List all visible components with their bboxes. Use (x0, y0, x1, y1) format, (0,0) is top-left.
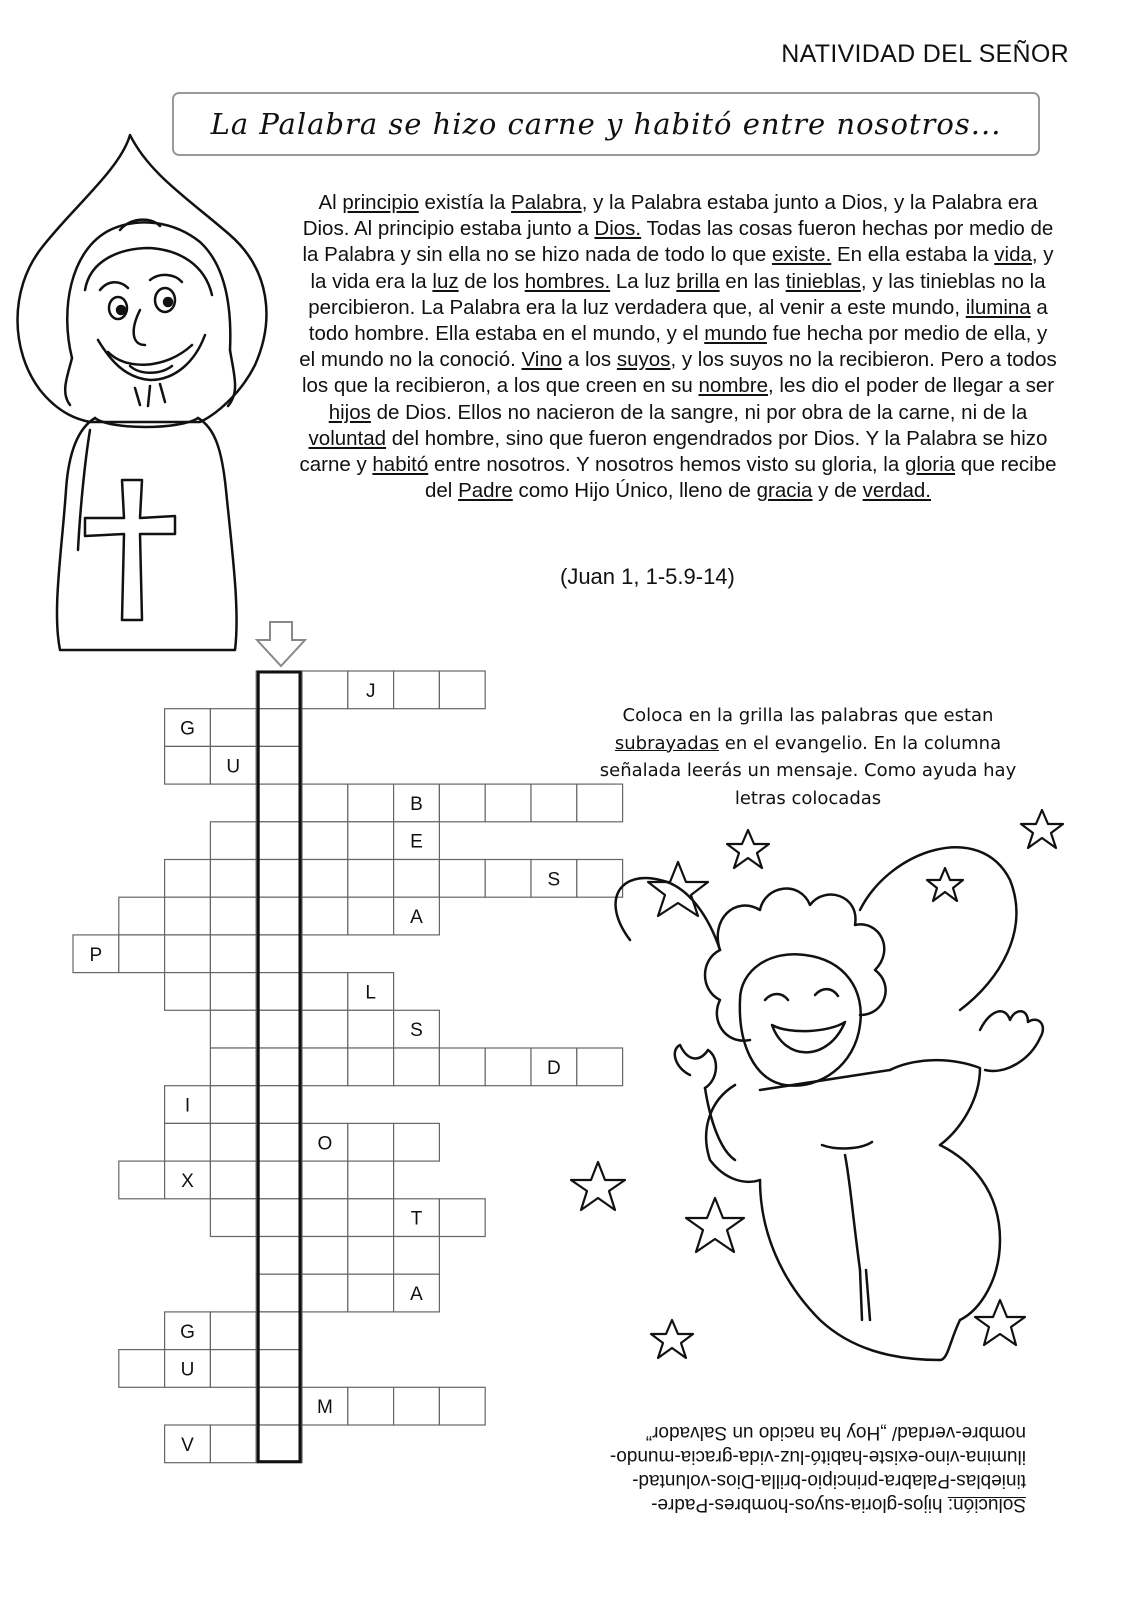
crossword-cell[interactable] (348, 822, 394, 860)
cell-letter: M (316, 1397, 333, 1419)
crossword-cell[interactable] (348, 1199, 394, 1237)
gospel-citation: (Juan 1, 1-5.9-14) (560, 564, 735, 589)
underlined-word: nombre (698, 374, 769, 398)
gospel-text: , y la Palabra estaba junto a Dios, y la Palabra era Dios. Al principio estaba junto a (302, 191, 1038, 241)
crossword-cell[interactable] (256, 860, 302, 898)
crossword-cell[interactable] (210, 1425, 256, 1463)
page-title: NATIVIDAD DEL SEÑOR (781, 40, 1069, 68)
crossword-cell[interactable] (165, 746, 211, 784)
cell-letter: A (410, 1284, 423, 1306)
crossword-cell[interactable] (256, 1010, 302, 1048)
cell-letter: P (89, 944, 103, 966)
crossword-cell[interactable] (394, 860, 440, 898)
crossword-cell[interactable] (394, 1237, 440, 1275)
crossword-cell[interactable] (348, 897, 394, 935)
gospel-text: fue hecha por medio de ella, y el mundo no la conoció. (299, 322, 1048, 372)
crossword-cell[interactable] (302, 671, 348, 709)
cell-letter: S (547, 869, 561, 891)
underlined-word: ilumina (965, 295, 1031, 319)
underlined-word: luz (432, 269, 459, 293)
underlined-word: gracia (756, 479, 813, 503)
crossword-cell[interactable] (302, 1161, 348, 1199)
crossword-cell[interactable] (210, 709, 256, 747)
crossword-cell[interactable] (302, 784, 348, 822)
crossword-cell[interactable] (394, 671, 440, 709)
gospel-text: y de (812, 479, 863, 503)
gospel-text: , les dio el poder de llegar a ser (768, 374, 1055, 398)
crossword-cell[interactable] (256, 1123, 302, 1161)
crossword-cell[interactable] (348, 860, 394, 898)
crossword-cell[interactable] (394, 1387, 440, 1425)
crossword-cell[interactable] (210, 1048, 256, 1086)
cell-letter: B (410, 793, 423, 815)
crossword-cell[interactable] (210, 935, 256, 973)
crossword-cell[interactable] (256, 1048, 302, 1086)
underlined-word: Dios. (594, 217, 642, 241)
cell-letter: T (410, 1208, 423, 1230)
crossword-cell[interactable] (165, 935, 211, 973)
crossword-cell[interactable] (210, 822, 256, 860)
crossword-cell[interactable] (165, 1123, 211, 1161)
crossword-cell[interactable] (302, 973, 348, 1011)
crossword-cell[interactable] (348, 1387, 394, 1425)
crossword-cell[interactable] (256, 935, 302, 973)
crossword-cell[interactable] (165, 973, 211, 1011)
gospel-text: entre nosotros. Y nosotros hemos visto su gloria, la (428, 453, 905, 477)
gospel-text: En ella estaba la (831, 243, 995, 267)
gospel-text: Al (318, 191, 343, 214)
crossword-cell[interactable] (210, 1312, 256, 1350)
crossword-cell[interactable] (210, 1350, 256, 1388)
gospel-text: como Hijo Único, lleno de (512, 479, 757, 503)
crossword-cell[interactable] (439, 671, 485, 709)
underlined-word: tinieblas (785, 269, 861, 293)
gospel-text: en las (719, 269, 786, 293)
crossword-cell[interactable] (119, 1350, 165, 1388)
crossword-cell[interactable] (348, 1123, 394, 1161)
underlined-word: hombres. (524, 269, 611, 293)
crossword-cell[interactable] (485, 1048, 531, 1086)
instructions-text-end: en el evangelio. En la columna señalada leerás un mensaje. Como ayuda hay letras colocadas (599, 732, 1017, 809)
crossword-cell[interactable] (256, 709, 302, 747)
crossword-cell[interactable] (348, 784, 394, 822)
underlined-word: verdad. (862, 479, 931, 503)
solution-answers: hijos-gloria-suyos-hombres-Padre-tinieblas-Palabra-principio-brilla-Dios-voluntad-ilumina-vino-existe-habitó-luz-vida-gracia-mundo-nombre-verdad/ „Hoy ha nacido un Salvador” (609, 1422, 1026, 1515)
underlined-word: gloria (904, 453, 956, 477)
cell-letter: D (547, 1057, 561, 1079)
crossword-cell[interactable] (256, 822, 302, 860)
crossword-cell[interactable] (210, 1086, 256, 1124)
crossword-cell[interactable] (348, 1010, 394, 1048)
cell-letter: X (181, 1170, 194, 1192)
crossword-cell[interactable] (394, 1048, 440, 1086)
crossword-cell[interactable] (256, 784, 302, 822)
crossword-cell[interactable] (302, 822, 348, 860)
gospel-text: Todas las cosas fueron hechas por medio de la Palabra y sin ella no se hizo nada de todo lo que (302, 217, 1054, 267)
cell-letter: E (410, 831, 423, 853)
gospel-text: que recibe del (425, 453, 1057, 503)
underlined-word: suyos (616, 348, 671, 372)
crossword-cell[interactable] (485, 784, 531, 822)
underlined-word: existe. (772, 243, 832, 267)
column-arrow-icon (257, 622, 305, 666)
motto-text: La Palabra se hizo carne y habitó entre nosotros... (210, 107, 1002, 141)
crossword-cell[interactable] (210, 1010, 256, 1048)
underlined-word: Palabra (511, 191, 582, 214)
crossword-cell[interactable] (256, 1199, 302, 1237)
crossword-cell[interactable] (302, 1010, 348, 1048)
cell-letter: G (180, 718, 195, 740)
cell-letter: A (410, 907, 423, 929)
crossword-cell[interactable] (439, 1199, 485, 1237)
crossword-cell[interactable] (119, 935, 165, 973)
gospel-text: de los (458, 269, 525, 293)
gospel-text: existía la (418, 191, 512, 214)
crossword-cell[interactable] (348, 1161, 394, 1199)
crossword-cell[interactable] (348, 1048, 394, 1086)
cell-letter: S (410, 1020, 423, 1042)
crossword-cell[interactable] (256, 897, 302, 935)
crossword-cell[interactable] (302, 1274, 348, 1312)
crossword-cell[interactable] (439, 1048, 485, 1086)
crossword-cell[interactable] (165, 897, 211, 935)
underlined-word: principio (342, 191, 419, 214)
crossword-cell[interactable] (210, 860, 256, 898)
crossword-cell[interactable] (256, 1387, 302, 1425)
crossword-cell[interactable] (302, 1237, 348, 1275)
crossword-cell[interactable] (394, 1123, 440, 1161)
crossword-cell[interactable] (302, 1048, 348, 1086)
underlined-word: Padre (458, 479, 513, 503)
crossword-cell[interactable] (302, 1199, 348, 1237)
cell-letter: V (181, 1434, 194, 1456)
crossword-cell[interactable] (256, 1086, 302, 1124)
solution-label: Solución: (947, 1494, 1026, 1515)
crossword-cell[interactable] (210, 1123, 256, 1161)
crossword-cell[interactable] (256, 1274, 302, 1312)
gospel-text: de Dios. Ellos no nacieron de la sangre, ni por obra de la carne, ni de la (370, 400, 1028, 424)
crossword-cell[interactable] (439, 860, 485, 898)
cell-letter: O (317, 1133, 333, 1155)
instructions-underlined: subrayadas (614, 732, 720, 754)
crossword-cell[interactable] (256, 671, 302, 709)
underlined-word: voluntad (308, 426, 387, 450)
instructions (598, 702, 1018, 812)
underlined-word: hijos (328, 400, 371, 424)
crossword-cell[interactable] (348, 1274, 394, 1312)
crossword-cell[interactable] (256, 1161, 302, 1199)
angel-illustration (560, 800, 1080, 1390)
cell-letter: U (226, 756, 241, 778)
gospel-text: del hombre, sino que fueron engendrados por Dios. Y la Palabra se hizo carne y (299, 426, 1048, 477)
crossword-cell[interactable] (348, 1237, 394, 1275)
crossword-cell[interactable] (256, 746, 302, 784)
crossword-cell[interactable] (165, 860, 211, 898)
crossword-cell[interactable] (119, 1161, 165, 1199)
gospel-text: , y la vida era la (310, 243, 1054, 293)
crossword-cell[interactable] (210, 973, 256, 1011)
crossword-cell[interactable] (439, 1387, 485, 1425)
crossword-cell[interactable] (256, 1237, 302, 1275)
underlined-word: Vino (521, 348, 563, 372)
crossword-cell[interactable] (210, 897, 256, 935)
gospel-text: , y los suyos no la recibieron. Pero a todos los que la recibieron, a los que creen en su (301, 348, 1057, 398)
cell-letter: L (365, 982, 376, 1004)
underlined-word: habitó (372, 453, 429, 477)
gospel-text: a los (562, 348, 617, 372)
solution-text (586, 1420, 1026, 1516)
underlined-word: mundo (704, 322, 767, 346)
gospel-text: , y las tinieblas no la percibieron. La Palabra era la luz verdadera que, al venir a este mundo, (308, 269, 1046, 319)
underlined-word: vida (994, 243, 1032, 267)
crossword-cell[interactable] (256, 1312, 302, 1350)
underlined-word: brilla (676, 269, 720, 293)
crossword-cell[interactable] (119, 897, 165, 935)
instructions-text: Coloca en la grilla las palabras que estan (622, 705, 994, 726)
crossword-cell[interactable] (439, 784, 485, 822)
crossword-cell[interactable] (256, 1350, 302, 1388)
cell-letter: I (184, 1095, 191, 1117)
cell-letter: G (180, 1321, 195, 1343)
crossword-cell[interactable] (210, 1161, 256, 1199)
crossword-cell[interactable] (302, 897, 348, 935)
gospel-text: a todo hombre. Ella estaba en el mundo, y el (308, 295, 1048, 346)
crossword-cell[interactable] (302, 860, 348, 898)
crossword-cell[interactable] (485, 860, 531, 898)
crossword-cell[interactable] (256, 973, 302, 1011)
cell-letter: U (180, 1359, 195, 1381)
crossword-cell[interactable] (210, 1199, 256, 1237)
gospel-text: La luz (610, 269, 677, 293)
cell-letter: J (365, 680, 376, 702)
crossword-cell[interactable] (256, 1425, 302, 1463)
